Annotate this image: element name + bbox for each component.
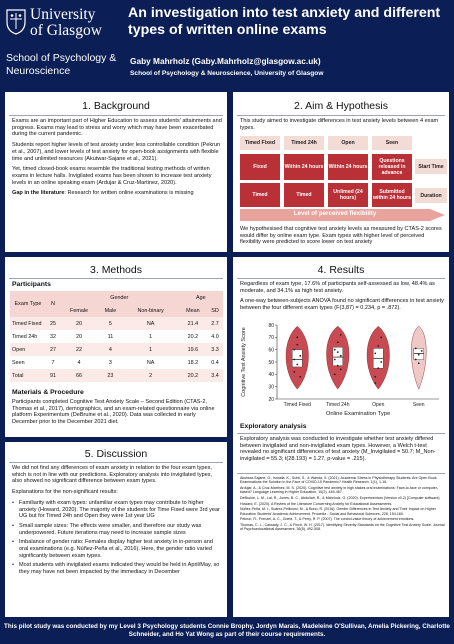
results-p2: A one-way between-subjects ANOVA found no significant differences in test anxiety between the four different exam types (F(3,87) = 0.234, p = .872). [240,298,444,312]
x-tick-label: Timed 24h [326,402,350,408]
materials-text: Participants completed Cognitive Test Anxiety Scale – Second Edition (CTAS-2, Thomas et al., 2017), demographics, and an exam-related questionnaire via online platform Experimentum (DeBruine et al., 2020). Data was collected in early December prior to the December 2021 diet. [12,399,215,426]
gap-label: Gap in the literature [12,190,65,197]
data-point [337,341,339,343]
results-p1: Regardless of exam type, 17.6% of participants self-assessed as low, 48.4% as moderate, and 34.1% as high test anxiety. [240,281,435,294]
references-list [240,476,446,533]
data-point [293,349,295,351]
discussion-panel [5,442,227,617]
col-label-timed-fixed: Timed Fixed [240,136,280,150]
data-point [374,382,376,384]
y-tick-label: 40 [268,372,274,379]
data-point [374,352,376,354]
reference-item: Núñez-Peña, M. I., Suárez-Pellicioni, M., & Bono, R. (2016). Gender Differences in Test Anxiety and Their Impact on Higher Education Students' Academic Achievement. Procedia - Social and Behavioral Sciences, 228, 154-160. [240,507,436,516]
th-gender: Gender [60,291,179,304]
discussion-p1: We did not find any differences of exam anxiety in relation to the four exam types, which is not in line with our predictions. Exploratory analysis into invigilated types, also showed no significant difference between exam types. [12,465,213,485]
list-item: • Imbalance of gender ratio: Females display higher test anxiety in in-person and oral examinations (e.g. Núñez-Peña et al., 2016). Here, the gender ratio varied significantly between exam types. [12,539,222,559]
th-male: Male [98,304,123,317]
col-label-seen: Seen [372,136,412,150]
data-point [340,334,342,336]
start-time-label: Start Time [415,159,447,174]
data-point [340,369,342,371]
duration-timed-24h: Timed [284,183,324,207]
gap-statement [12,190,222,197]
x-tick-label: Seen [412,402,425,408]
divider [237,278,445,279]
background-heading: 1. Background [82,100,150,112]
data-point [334,373,336,375]
reference-item: Ardujar, A., & Cruz-Martinez, M. S. (2020). Cognitive test anxiety in high stakes oral examinations: Face-to-face or computer-based? Language Learning in Higher Education, 10(2), 445-467. [240,485,439,495]
th-age: Age [179,291,223,304]
data-point [299,376,301,378]
background-panel [5,92,227,252]
discussion-text [12,465,222,579]
th-exam-type: Exam Type [10,291,46,317]
university-name-line2: of Glasgow [30,22,102,39]
aim-heading: 2. Aim & Hypothesis [294,100,388,112]
exploratory-text: Exploratory analysis was conducted to investigate whether test anxiety differed between invigilated and non-invigilated exam types. However, a Welch t-test revealed no significant differences of test anxiety (M_Invigilated = 50.7; M_Non-invigilated = 55.3; t(28.193) = 1.27, p-value = .215). [240,436,436,463]
data-point [334,349,336,351]
background-p3: Yet, timed closed-book exams resemble the traditional testing methods of written exams in lecture halls. Invigilated exams has been shown to increase test anxiety levels in an online speaking exam (Ardujar & Cruz-Martinez, 2020). [12,166,212,186]
col-label-open: Open [328,136,368,150]
data-point [299,355,301,357]
exploratory-label: Exploratory analysis [240,423,307,430]
start-timed-24h: Within 24 hours [284,154,324,180]
th-sd: SD [207,304,223,317]
participants-label: Participants [12,281,51,288]
data-point [374,376,376,378]
school-name-line1: School of Psychology & [6,52,117,64]
th-nonbinary: Non-binary [123,304,179,317]
divider [237,433,445,434]
divider [9,462,223,463]
start-seen: Questions released in advance [372,154,412,180]
x-axis-label: Online Examination Type [325,411,391,417]
table-row: Timed Fixed 25 20 5 NA 21.4 2.7 [10,317,223,330]
methods-heading: 3. Methods [90,264,142,276]
background-p1: Exams are an important part of Higher Education to assess students' attainments and progress. Exams may lead to stress and worry which may have been exacerbated during the current pandemic. [12,118,222,138]
flexibility-label: Level of perceived flexibility [293,210,377,217]
reference-item: DeBruine, L. M., Lai, R., Jones, B. C., Abdullah, R., & Mahrholz, G. (2020). Experimentum (Version v0.2) [Computer software]. [240,495,441,500]
data-point [415,359,417,361]
th-mean: Mean [179,304,208,317]
crest-icon [6,9,26,35]
data-point [418,354,420,356]
table-row: Open 27 22 4 1 19.6 3.3 [10,343,223,356]
y-tick-label: 60 [268,347,274,354]
x-tick-label: Timed Fixed [283,402,311,408]
author-line: Gaby Mahrholz (Gaby.Mahrholz@glasgow.ac.uk) [130,56,321,66]
data-point [377,367,379,369]
list-item: • Most students with invigilated exams indicated they would be held in April/May, so they may have not been impacted by the immediacy in December [12,562,222,575]
materials-label: Materials & Procedure [12,389,84,396]
results-panel [233,257,449,617]
poster-title: An investigation into test anxiety and different types of written online exams [128,5,441,38]
school-name-line2: Neuroscience [6,65,71,77]
data-point [293,371,295,373]
university-logo [4,6,122,82]
start-open: Within 24 hours [328,154,368,180]
data-point [415,348,417,350]
participants-table [10,291,223,382]
x-tick-label: Open [372,402,385,408]
hypothesis-text: We hypothesised that cognitive test anxiety levels as measured by CTAS-2 scores would differ by online exam type. Exam types with higher level of perceived flexibility were predicted to score lower on test anxiety [240,226,442,246]
data-point [337,365,339,367]
y-tick-label: 80 [268,322,274,329]
reference-item: Thomas, C. L., Cassady, J. C., & Finch, W. H. (2017). Identifying Severity Standards on the Cognitive Test Anxiety Scale. Journal of Psychoeducational Assessment, 36(5), 492-508. [240,523,445,532]
data-point [377,345,379,347]
col-label-timed-24h: Timed 24h [284,136,324,150]
y-tick-label: 20 [268,396,274,403]
reference-item: Howard, E. (2020). A Review of the Literature Concerning Anxiety for Educational Assessments. [240,501,393,506]
data-point [296,344,298,346]
aim-panel [233,92,449,252]
duration-seen: Submitted within 24 hours [372,183,412,207]
y-tick-label: 70 [268,335,274,342]
data-point [418,362,420,364]
list-item: • Familiarity with exam types: unfamiliar exam types may contribute to higher anxiety (Howard, 2020). The majority of the students for Time Fixed were 3rd year UG but for Timed 24h and Open they were 1st year UG [12,500,222,520]
aim-intro: This study aimed to investigate differences in test anxiety levels between 4 exam types. [240,118,439,131]
y-tick-label: 30 [268,384,274,391]
y-axis-label: Cognitive Test Anxiety Score [241,327,247,397]
data-point [337,351,339,353]
methods-panel [5,257,227,437]
discussion-p2: Explanations for the non-significant results: [12,489,118,496]
table-row: Timed 24h 32 20 11 1 20.2 4.0 [10,330,223,343]
affiliation-line: School of Psychology & Neuroscience, University of Glasgow [130,70,324,77]
duration-label: Duration [415,188,447,203]
background-text [12,118,222,201]
data-point [296,336,298,338]
divider [9,115,223,116]
data-point [293,359,295,361]
table-row: Seen 7 4 3 NA 18.2 0.4 [10,356,223,369]
table-row-total: Total 91 66 23 2 20.2 3.4 [10,369,223,382]
footer-acknowledgement: This pilot study was conducted by my Level 3 Psychology students Connie Brophy, Jordyn Marais, Madeleine O'Sullivan, Amelia Pickering, Charlotte Schneider, and Ho Yat Wong as part of their course requirements. [4,623,450,638]
data-point [380,361,382,363]
reference-item: Akutwar-Sajane, G., Ismaila, K., Suhli, S., & Wanda, S. (2021). Academic Stress in Physiotherapy Students: Are Open Book Examinations the Solution in the Face of COVID-19 Pandemic? Health Research, 1(1), 1-16. [240,476,437,485]
duration-timed-fixed: Timed [240,183,280,207]
th-n: N [46,291,60,317]
divider [237,473,445,474]
duration-open: Unlimed (24 hours) [328,183,368,207]
discussion-heading: 5. Discussion [84,448,148,460]
explanations-list [12,500,222,576]
results-heading: 4. Results [317,264,365,276]
data-point [296,364,298,366]
th-female: Female [60,304,98,317]
data-point [334,359,336,361]
data-point [421,350,423,352]
data-point [380,336,382,338]
data-point [340,355,342,357]
gap-text: : Research for written online examinations is missing [64,190,194,197]
divider [237,115,445,116]
university-name-line1: University [30,6,96,23]
y-tick-label: 50 [268,359,274,366]
list-item: • Small sample sizes: The effects were smaller, and therefore our study was underpowered. Future iterations may need to increase sample sizes [12,523,222,536]
results-text [240,281,446,316]
start-timed-fixed: Fixed [240,154,280,180]
reference-item: Pekrun, R., Frenzel, A. C., Goetz, T., & Perry, R. P. (2007). The control-value theory of achievement emotions. [240,517,415,522]
divider [9,278,223,279]
violin-chart [237,321,445,417]
background-p2: Students report higher levels of test anxiety under less controllable condition (Pekrun et al., 2007), and lower levels of test anxiety for open-book assignments with flexible time and unlimited resources (Akutwar-Sajane et al., 2021). [12,142,221,162]
